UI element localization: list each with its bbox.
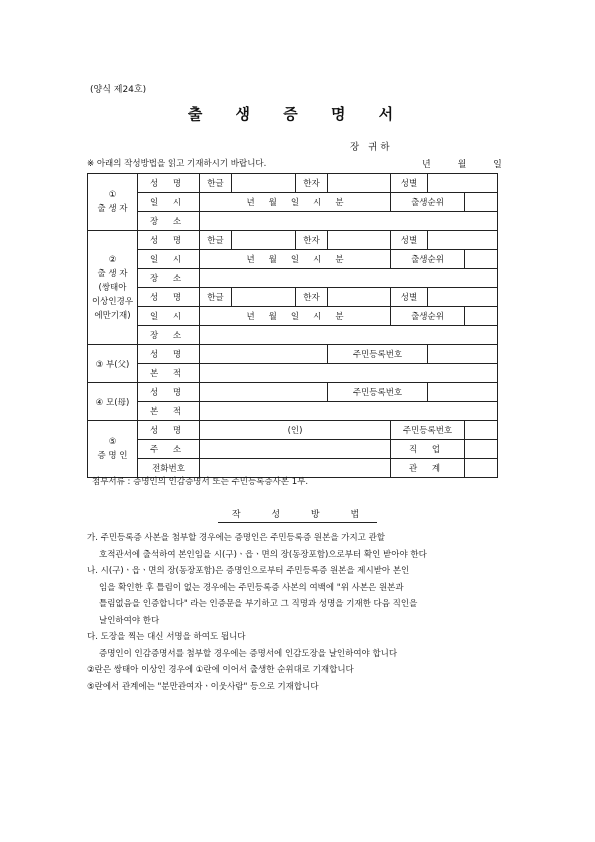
page-title: 출 생 증 명 서	[187, 105, 408, 123]
instruction-line: 임을 확인한 후 틀림이 없는 경우에는 주민등록증 사본의 여백에 "위 사본은 원본과	[99, 582, 404, 593]
name-label: 성 명	[138, 288, 200, 307]
datetime-field[interactable]: 년 월 일 시 분	[200, 193, 391, 212]
certifier-occupation-field[interactable]	[465, 440, 498, 459]
resident-no-label: 주민등록번호	[391, 421, 465, 440]
hanja-label: 한자	[296, 174, 328, 193]
instructions	[87, 530, 507, 695]
section-child-multiple: ② 출 생 자 (쌍태아 이상인경우 에만기재)	[88, 231, 138, 345]
certifier-address-field[interactable]	[200, 440, 391, 459]
father-resident-no-field[interactable]	[428, 345, 498, 364]
place-label: 장 소	[138, 326, 200, 345]
notice-text: ※ 아래의 작성방법을 읽고 기재하시기 바랍니다.	[87, 159, 267, 169]
birth-order-field[interactable]	[465, 193, 498, 212]
father-name-field[interactable]	[200, 345, 328, 364]
hangul-label: 한글	[200, 231, 232, 250]
resident-no-label: 주민등록번호	[328, 345, 428, 364]
birth-order-label: 출생순위	[391, 193, 465, 212]
place-field[interactable]	[200, 212, 498, 231]
instruction-line: 날인하여야 한다	[99, 615, 160, 626]
hangul-field[interactable]	[232, 231, 296, 250]
birth-order-field[interactable]	[465, 250, 498, 269]
hangul-label: 한글	[200, 174, 232, 193]
instruction-line: ②란은 쌍태아 이상인 경우에 ①란에 이어서 출생한 순위대로 기재합니다	[87, 665, 354, 675]
section-father: ③ 부(父)	[88, 345, 138, 383]
hangul-label: 한글	[200, 288, 232, 307]
name-label: 성 명	[138, 231, 200, 250]
resident-no-label: 주민등록번호	[328, 383, 428, 402]
name-label: 성 명	[138, 383, 200, 402]
certifier-name-field[interactable]	[200, 421, 391, 440]
instruction-line: 나. 시(구)ㆍ읍ㆍ면의 장(동장포함)은 증명인으로부터 주민등록증 원본을 제시받아 본인	[87, 566, 410, 576]
certifier-relation-field[interactable]	[465, 459, 498, 478]
name-label: 성 명	[138, 345, 200, 364]
father-domicile-field[interactable]	[200, 364, 498, 383]
hanja-label: 한자	[296, 231, 328, 250]
datetime-label: 일 시	[138, 307, 200, 326]
date-fields	[422, 157, 526, 170]
sex-field[interactable]	[428, 288, 498, 307]
hanja-field[interactable]	[328, 174, 391, 193]
instruction-line: ⑤란에서 관계에는 "분만관여자ㆍ이웃사람" 등으로 기재합니다	[87, 681, 319, 692]
instruction-line: 틀림없음을 인증합니다" 라는 인증문을 부기하고 그 직명과 성명을 기재한 다음 직인을	[99, 599, 418, 609]
mother-name-field[interactable]	[200, 383, 328, 402]
relation-label: 관 계	[391, 459, 465, 478]
phone-label: 전화번호	[138, 459, 200, 478]
mother-resident-no-field[interactable]	[428, 383, 498, 402]
name-label: 성 명	[138, 174, 200, 193]
hanja-field[interactable]	[328, 231, 391, 250]
birth-order-label: 출생순위	[391, 250, 465, 269]
form-number: (양식 제24호)	[90, 85, 147, 95]
instruction-line: 다. 도장을 찍는 대신 서명을 하여도 됩니다	[87, 632, 246, 642]
place-label: 장 소	[138, 212, 200, 231]
address-label: 주 소	[138, 440, 200, 459]
sex-label: 성별	[391, 288, 428, 307]
mother-domicile-field[interactable]	[200, 402, 498, 421]
sex-field[interactable]	[428, 231, 498, 250]
place-label: 장 소	[138, 269, 200, 288]
datetime-label: 일 시	[138, 193, 200, 212]
domicile-label: 본 적	[138, 402, 200, 421]
instruction-line: 증명인이 인감증명서를 첨부할 경우에는 증명서에 인감도장을 날인하여야 합니다	[99, 648, 398, 659]
place-field[interactable]	[200, 326, 498, 345]
section-certifier: ⑤ 증 명 인	[88, 421, 138, 478]
datetime-field[interactable]: 년 월 일 시 분	[200, 307, 391, 326]
hanja-label: 한자	[296, 288, 328, 307]
birth-certificate-table	[87, 173, 498, 478]
occupation-label: 직 업	[391, 440, 465, 459]
section-child: ① 출 생 자	[88, 174, 138, 231]
domicile-label: 본 적	[138, 364, 200, 383]
name-label: 성 명	[138, 421, 200, 440]
certifier-resident-no-field[interactable]	[465, 421, 498, 440]
hanja-field[interactable]	[328, 288, 391, 307]
datetime-field[interactable]: 년 월 일 시 분	[200, 250, 391, 269]
birth-order-label: 출생순위	[391, 307, 465, 326]
section-mother: ④ 모(母)	[88, 383, 138, 421]
day-label: 일	[493, 160, 502, 170]
hangul-field[interactable]	[232, 174, 296, 193]
addressee: 장 귀하	[350, 142, 393, 153]
birth-order-field[interactable]	[465, 307, 498, 326]
sex-label: 성별	[391, 231, 428, 250]
howto-heading: 작 성 방 법	[0, 507, 595, 520]
sex-field[interactable]	[428, 174, 498, 193]
sex-label: 성별	[391, 174, 428, 193]
instruction-line: 호적관서에 출석하여 본인임을 시(구)ㆍ읍ㆍ면의 장(동장포함)으로부터 확인 받아야 한다	[99, 549, 427, 560]
month-label: 월	[457, 160, 467, 170]
hangul-field[interactable]	[232, 288, 296, 307]
place-field[interactable]	[200, 269, 498, 288]
instruction-line: 가. 주민등록증 사본을 첨부할 경우에는 증명인은 주민등록증 원본을 가지고 관할	[87, 533, 385, 543]
datetime-label: 일 시	[138, 250, 200, 269]
attachment-note: 첨부서류 : 증명인의 인감증명서 또는 주민등록증사본 1부.	[92, 477, 309, 487]
year-label: 년	[422, 160, 431, 170]
seal-mark: (인)	[287, 426, 303, 436]
